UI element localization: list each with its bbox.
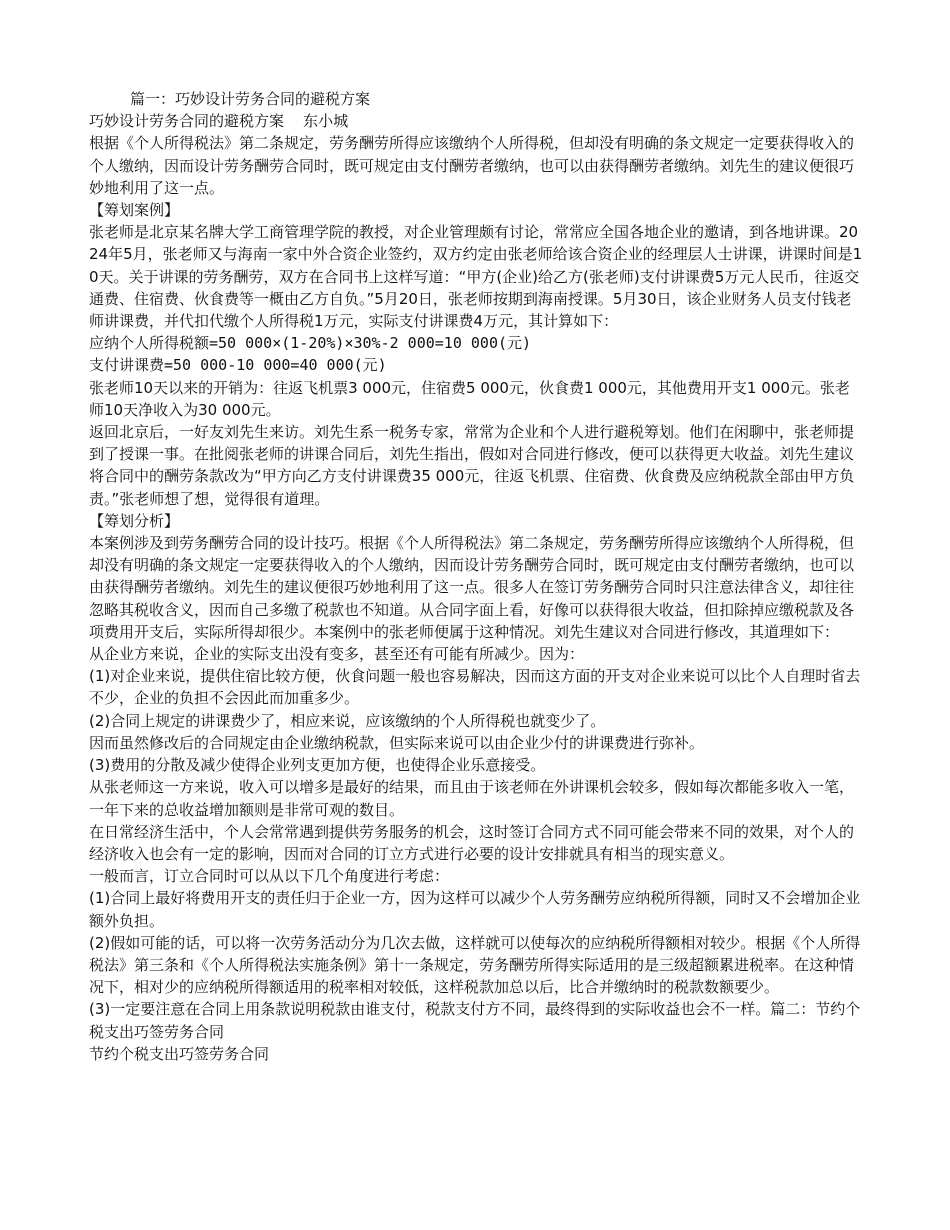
section-heading-analysis: 【筹划分析】 <box>89 511 180 530</box>
list-item: (1)对企业来说，提供住宿比较方便，伙食问题一般也容易解决，因而这方面的开支对企业来说可以比个人自理时省去不少，企业的负担不会因此而加重多少。 <box>89 667 861 708</box>
list-item: (2)假如可能的话，可以将一次劳务活动分为几次去做，这样就可以使每次的应纳税所得额相对较少。根据《个人所得税法》第三条和《个人所得税法实施条例》第十一条规定，劳务酬劳所得实际适用的是三级超额累进税率。在这种情况下，相对少的应纳税所得额适用的税率相对较低，这样税款加总以后，比合并缴纳时的税款数额要少。 <box>89 933 861 997</box>
paragraph-teacher-side: 从张老师这一方来说，收入可以增多是最好的结果，而且由于该老师在外讲课机会较多，假如每次都能多收入一笔，一年下来的总收益增加额则是非常可观的数目。 <box>89 778 855 819</box>
formula-fee: 支付讲课费=50 000-10 000=40 000(元) <box>89 356 387 375</box>
paragraph-next-title: 节约个税支出巧签劳务合同 <box>89 1044 270 1063</box>
section-heading-case: 【筹划案例】 <box>89 201 180 220</box>
paragraph-company-side: 从企业方来说，企业的实际支出没有变多，甚至还有可能有所减少。因为： <box>89 645 585 664</box>
paragraph-compensation: 因而虽然修改后的合同规定由企业缴纳税款，但实际来说可以由企业少付的讲课费进行弥补。 <box>89 733 705 752</box>
paragraph-analysis: 本案例涉及到劳务酬劳合同的设计技巧。根据《个人所得税法》第二条规定，劳务酬劳所得应该缴纳个人所得税，但却没有明确的条文规定一定要获得收入的个人缴纳，因而设计劳务酬劳合同时，既可规定由支付酬劳者缴纳，也可以由获得酬劳者缴纳。刘先生的建议便很巧妙地利用了这一点。很多人在签订劳务酬劳合同时只注意法律含义，却往往忽略其税收含义，因而自己多缴了税款也不知道。从合同字面上看，好像可以获得很大收益，但扣除掉应缴税款及各项费用开支后，实际所得却很少。本案例中的张老师便属于这种情况。刘先生建议对合同进行修改，其道理如下： <box>89 534 855 641</box>
list-item: (3)一定要注意在合同上用条款说明税款由谁支付，税款支付方不同，最终得到的实际收益也会不一样。篇二：节约个税支出巧签劳务合同 <box>89 1000 861 1041</box>
list-item: (2)合同上规定的讲课费少了，相应来说，应该缴纳的个人所得税也就变少了。 <box>89 711 606 730</box>
list-item: (3)费用的分散及减少使得企业列支更加方便，也使得企业乐意接受。 <box>89 756 546 775</box>
formula-tax: 应纳个人所得税额=50 000×(1-20%)×30%-2 000=10 000(元) <box>89 334 532 353</box>
document-heading: 篇一：巧妙设计劳务合同的避税方案 <box>130 90 371 108</box>
paragraph-considerations: 一般而言，订立合同时可以从以下几个角度进行考虑： <box>89 867 450 886</box>
paragraph-daily-life: 在日常经济生活中，个人会常常遇到提供劳务服务的机会，这时签订合同方式不同可能会带来不同的效果，对个人的经济收入也会有一定的影响，因而对合同的订立方式进行必要的设计安排就具有相当的现实意义。 <box>89 822 855 863</box>
paragraph-intro: 根据《个人所得税法》第二条规定，劳务酬劳所得应该缴纳个人所得税，但却没有明确的条文规定一定要获得收入的个人缴纳，因而设计劳务酬劳合同时，既可规定由支付酬劳者缴纳，也可以由获得酬劳者缴纳。刘先生的建议便很巧妙地利用了这一点。 <box>89 134 855 197</box>
document-byline: 巧妙设计劳务合同的避税方案 东小城 <box>89 112 349 131</box>
paragraph-expenses: 张老师10天以来的开销为：往返飞机票3 000元，住宿费5 000元，伙食费1 000元，其他费用开支1 000元。张老师10天净收入为30 000元。 <box>89 378 850 419</box>
list-item: (1)合同上最好将费用开支的责任归于企业一方，因为这样可以减少个人劳务酬劳应纳税所得额，同时又不会增加企业额外负担。 <box>89 889 861 930</box>
paragraph-return: 返回北京后，一好友刘先生来访。刘先生系一税务专家，常常为企业和个人进行避税筹划。他们在闲聊中，张老师提到了授课一事。在批阅张老师的讲课合同后，刘先生指出，假如对合同进行修改，便可以获得更大收益。刘先生建议将合同中的酬劳条款改为“甲方向乙方支付讲课费35 000元，往返飞机票、住宿费、伙食费及应纳税款全部由甲方负责。”张老师想了想，觉得很有道理。 <box>89 423 855 508</box>
paragraph-case: 张老师是北京某名牌大学工商管理学院的教授，对企业管理颇有讨论，常常应全国各地企业的邀请，到各地讲课。2024年5月，张老师又与海南一家中外合资企业签约，双方约定由张老师给该合资企业的经理层人士讲课，讲课时间是10天。关于讲课的劳务酬劳，双方在合同书上这样写道：“甲方(企业)给乙方(张老师)支付讲课费5万元人民币，往返交通费、住宿费、伙食费等一概由乙方自负。”5月20日，张老师按期到海南授课。5月30日，该企业财务人员支付钱老师讲课费，并代扣代缴个人所得税1万元，实际支付讲课费4万元，其计算如下： <box>89 223 863 331</box>
